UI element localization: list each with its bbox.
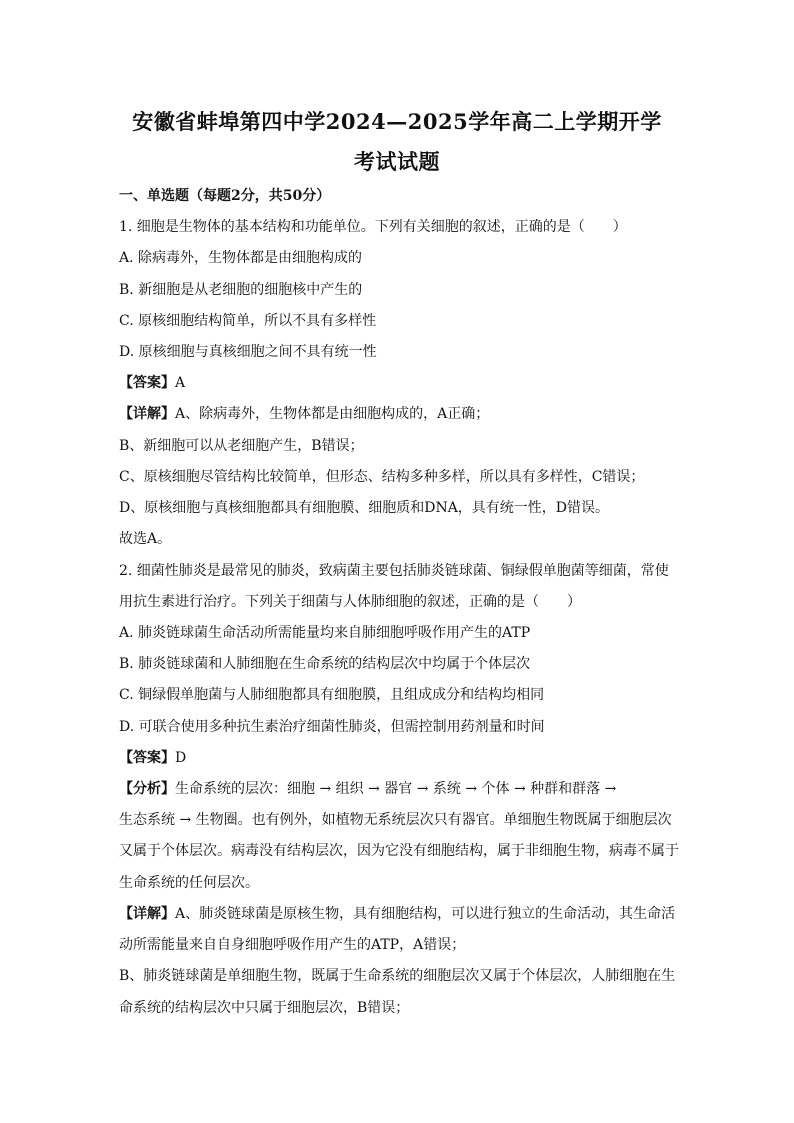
q2-detail-line-1	[119, 905, 675, 923]
q1-answer	[119, 374, 185, 392]
q1-option-b: B. 新细胞是从老细胞的细胞核中产生的	[119, 282, 363, 298]
q1-detail-line-2: B、新细胞可以从老细胞产生，B错误；	[119, 438, 364, 454]
q2-option-a: A. 肺炎链球菌生命活动所需能量均来自肺细胞呼吸作用产生的ATP	[119, 625, 531, 641]
q1-answer-value: A	[175, 375, 186, 391]
q1-option-c: C. 原核细胞结构简单，所以不具有多样性	[119, 313, 377, 329]
q1-stem: 1. 细胞是生物体的基本结构和功能单位。下列有关细胞的叙述，正确的是（ ）	[119, 219, 627, 235]
q1-detail-line-4: D、原核细胞与真核细胞都具有细胞膜、细胞质和DNA，具有统一性，D错误。	[119, 500, 610, 516]
q2-detail-line-3: B、肺炎链球菌是单细胞生物，既属于生命系统的细胞层次又属于个体层次，人肺细胞在生	[119, 968, 676, 984]
q1-detail-line-3: C、原核细胞尽管结构比较简单，但形态、结构多种多样，所以具有多样性，C错误；	[119, 469, 645, 485]
q2-analysis-line-4: 生命系统的任何层次。	[119, 875, 259, 891]
q1-detail-line-1	[119, 405, 489, 423]
q1-detail-line-5: 故选A。	[119, 531, 172, 547]
q2-answer	[119, 749, 186, 767]
q1-detail-text-1: A、除病毒外，生物体都是由细胞构成的，A正确；	[175, 406, 490, 422]
q1-option-a: A. 除病毒外，生物体都是由细胞构成的	[119, 250, 363, 266]
q2-answer-value: D	[175, 750, 187, 766]
q2-option-c: C. 铜绿假单胞菌与人肺细胞都具有细胞膜，且组成成分和结构均相同	[119, 687, 545, 703]
q2-answer-label: 【答案】	[119, 750, 175, 766]
q1-detail-label: 【详解】	[119, 406, 175, 422]
q2-detail-line-4: 命系统的结构层次中只属于细胞层次，B错误；	[119, 1000, 410, 1016]
q2-analysis-line-3: 又属于个体层次。病毒没有结构层次，因为它没有细胞结构，属于非细胞生物，病毒不属于	[119, 843, 679, 859]
q2-stem-line-1: 2. 细菌性肺炎是最常见的肺炎，致病菌主要包括肺炎链球菌、铜绿假单胞菌等细菌，常使	[119, 563, 669, 579]
q2-detail-line-2: 动所需能量来自自身细胞呼吸作用产生的ATP，A错误；	[119, 937, 466, 953]
q1-option-d: D. 原核细胞与真核细胞之间不具有统一性	[119, 344, 377, 360]
q2-option-b: B. 肺炎链球菌和人肺细胞在生命系统的结构层次中均属于个体层次	[119, 656, 531, 672]
section-header: 一、单选题（每题2分，共50分）	[119, 188, 331, 204]
q2-option-d: D. 可联合使用多种抗生素治疗细菌性肺炎，但需控制用药剂量和时间	[119, 719, 545, 735]
q2-analysis-line-1	[119, 780, 616, 798]
q1-answer-label: 【答案】	[119, 375, 175, 391]
q2-stem-line-2: 用抗生素进行治疗。下列关于细菌与人体肺细胞的叙述，正确的是（ ）	[119, 594, 581, 610]
document-title-line-2: 考试试题	[354, 149, 440, 174]
q2-analysis-text-1: 生命系统的层次：细胞 → 组织 → 器官 → 系统 → 个体 → 种群和群落 →	[175, 781, 617, 797]
document-title-line-1: 安徽省蚌埠第四中学2024—2025学年高二上学期开学	[132, 109, 662, 134]
q2-analysis-label: 【分析】	[119, 781, 175, 797]
q2-analysis-line-2: 生态系统 → 生物圈。也有例外，如植物无系统层次只有器官。单细胞生物既属于细胞层次	[119, 812, 672, 828]
q2-detail-label: 【详解】	[119, 906, 175, 922]
q2-detail-text-1: A、肺炎链球菌是原核生物，具有细胞结构，可以进行独立的生命活动，其生命活	[175, 906, 676, 922]
